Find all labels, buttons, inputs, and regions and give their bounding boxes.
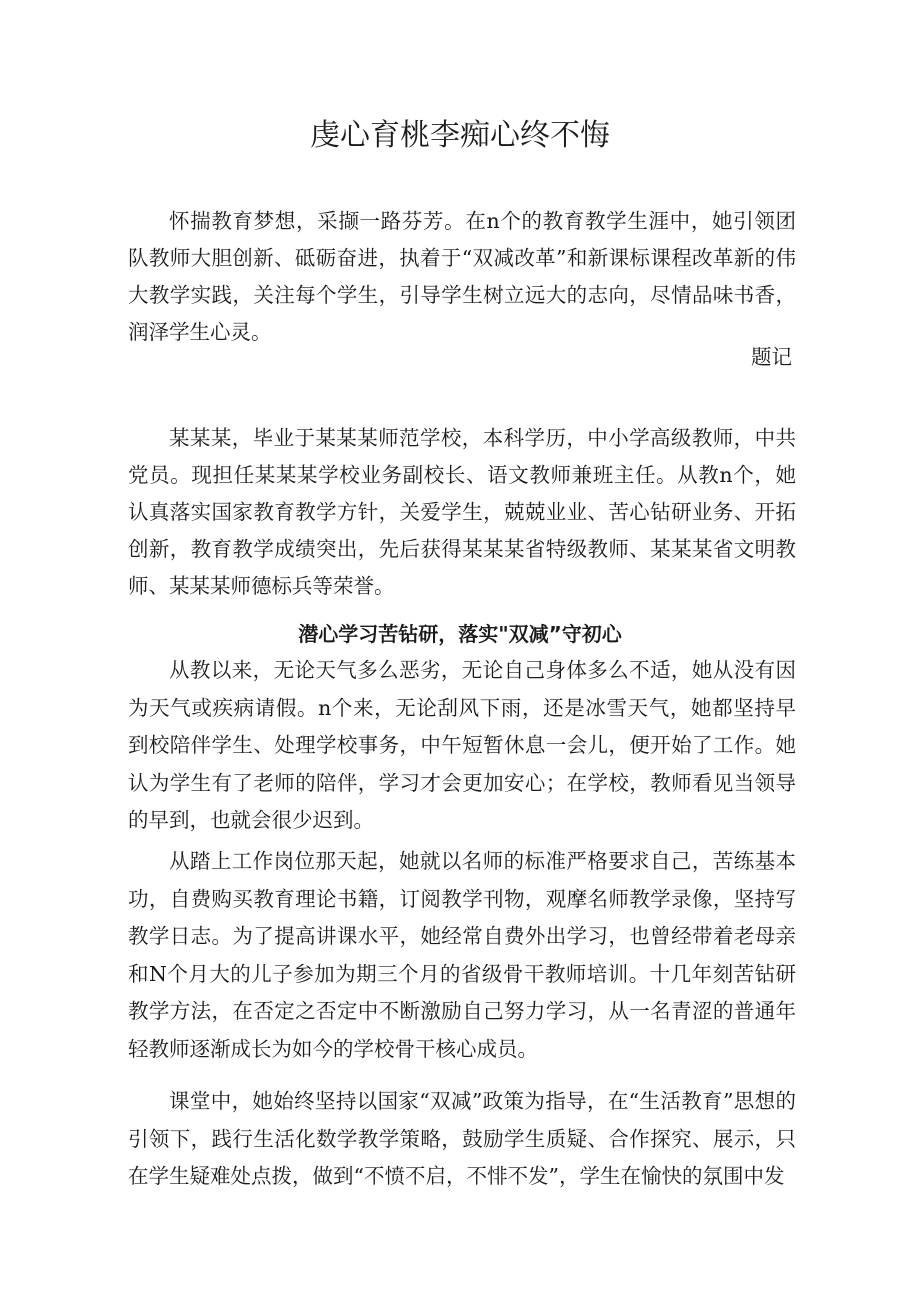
body-paragraph-2: 从踏上工作岗位那天起，她就以名师的标准严格要求自己，苦练基本功，自费购买教育理论书籍，订阅教学刊物，观摩名师教学录像，坚持写教学日志。为了提高讲课水平，她经常自费外出学习，也曾经带着老母亲和N个月大的儿子参加为期三个月的省级骨干教师培训。十几年刻苦钻研教学方法，在否定之否定中不断激励自己努力学习，从一名青涩的普通年轻教师逐渐成长为如今的学校骨干核心成员。	[128, 849, 796, 1061]
epigraph-signature: 题记	[751, 345, 792, 369]
body-paragraph-3: 课堂中，她始终坚持以国家“双减”政策为指导，在“生活教育”思想的引领下，践行生活化数学教学策略，鼓励学生质疑、合作探究、展示，只在学生疑难处点拨，做到“不愤不启，不悱不发”，学生在愉快的氛围中发	[128, 1089, 796, 1188]
intro-paragraph: 某某某，毕业于某某某师范学校，本科学历，中小学高级教师，中共党员。现担任某某某学校业务副校长、语文教师兼班主任。从教n个，她认真落实国家教育教学方针，关爱学生，兢兢业业、苦心钻研业务、开拓创新，教育教学成绩突出，先后获得某某某省特级教师、某某某省文明教师、某某某师德标兵等荣誉。	[128, 426, 796, 598]
epigraph-paragraph: 怀揣教育梦想，采撷一路芬芳。在n个的教育教学生涯中，她引领团队教师大胆创新、砥砺奋进，执着于“双减改革”和新课标课程改革新的伟大教学实践，关注每个学生，引导学生树立远大的志向，尽情品味书香，润泽学生心灵。	[128, 209, 796, 344]
section-heading: 潜心学习苦钻研，落实"双减”守初心	[298, 622, 622, 646]
document-title: 虔心育桃李痴心终不悔	[310, 118, 610, 153]
body-paragraph-1: 从教以来，无论天气多么恶劣，无论自己身体多么不适，她从没有因为天气或疾病请假。n个来，无论刮风下雨，还是冰雪天气，她都坚持早到校陪伴学生、处理学校事务，中午短暂休息一会儿，便开始了工作。她认为学生有了老师的陪伴，学习才会更加安心；在学校，教师看见当领导的早到，也就会很少迟到。	[128, 658, 796, 832]
